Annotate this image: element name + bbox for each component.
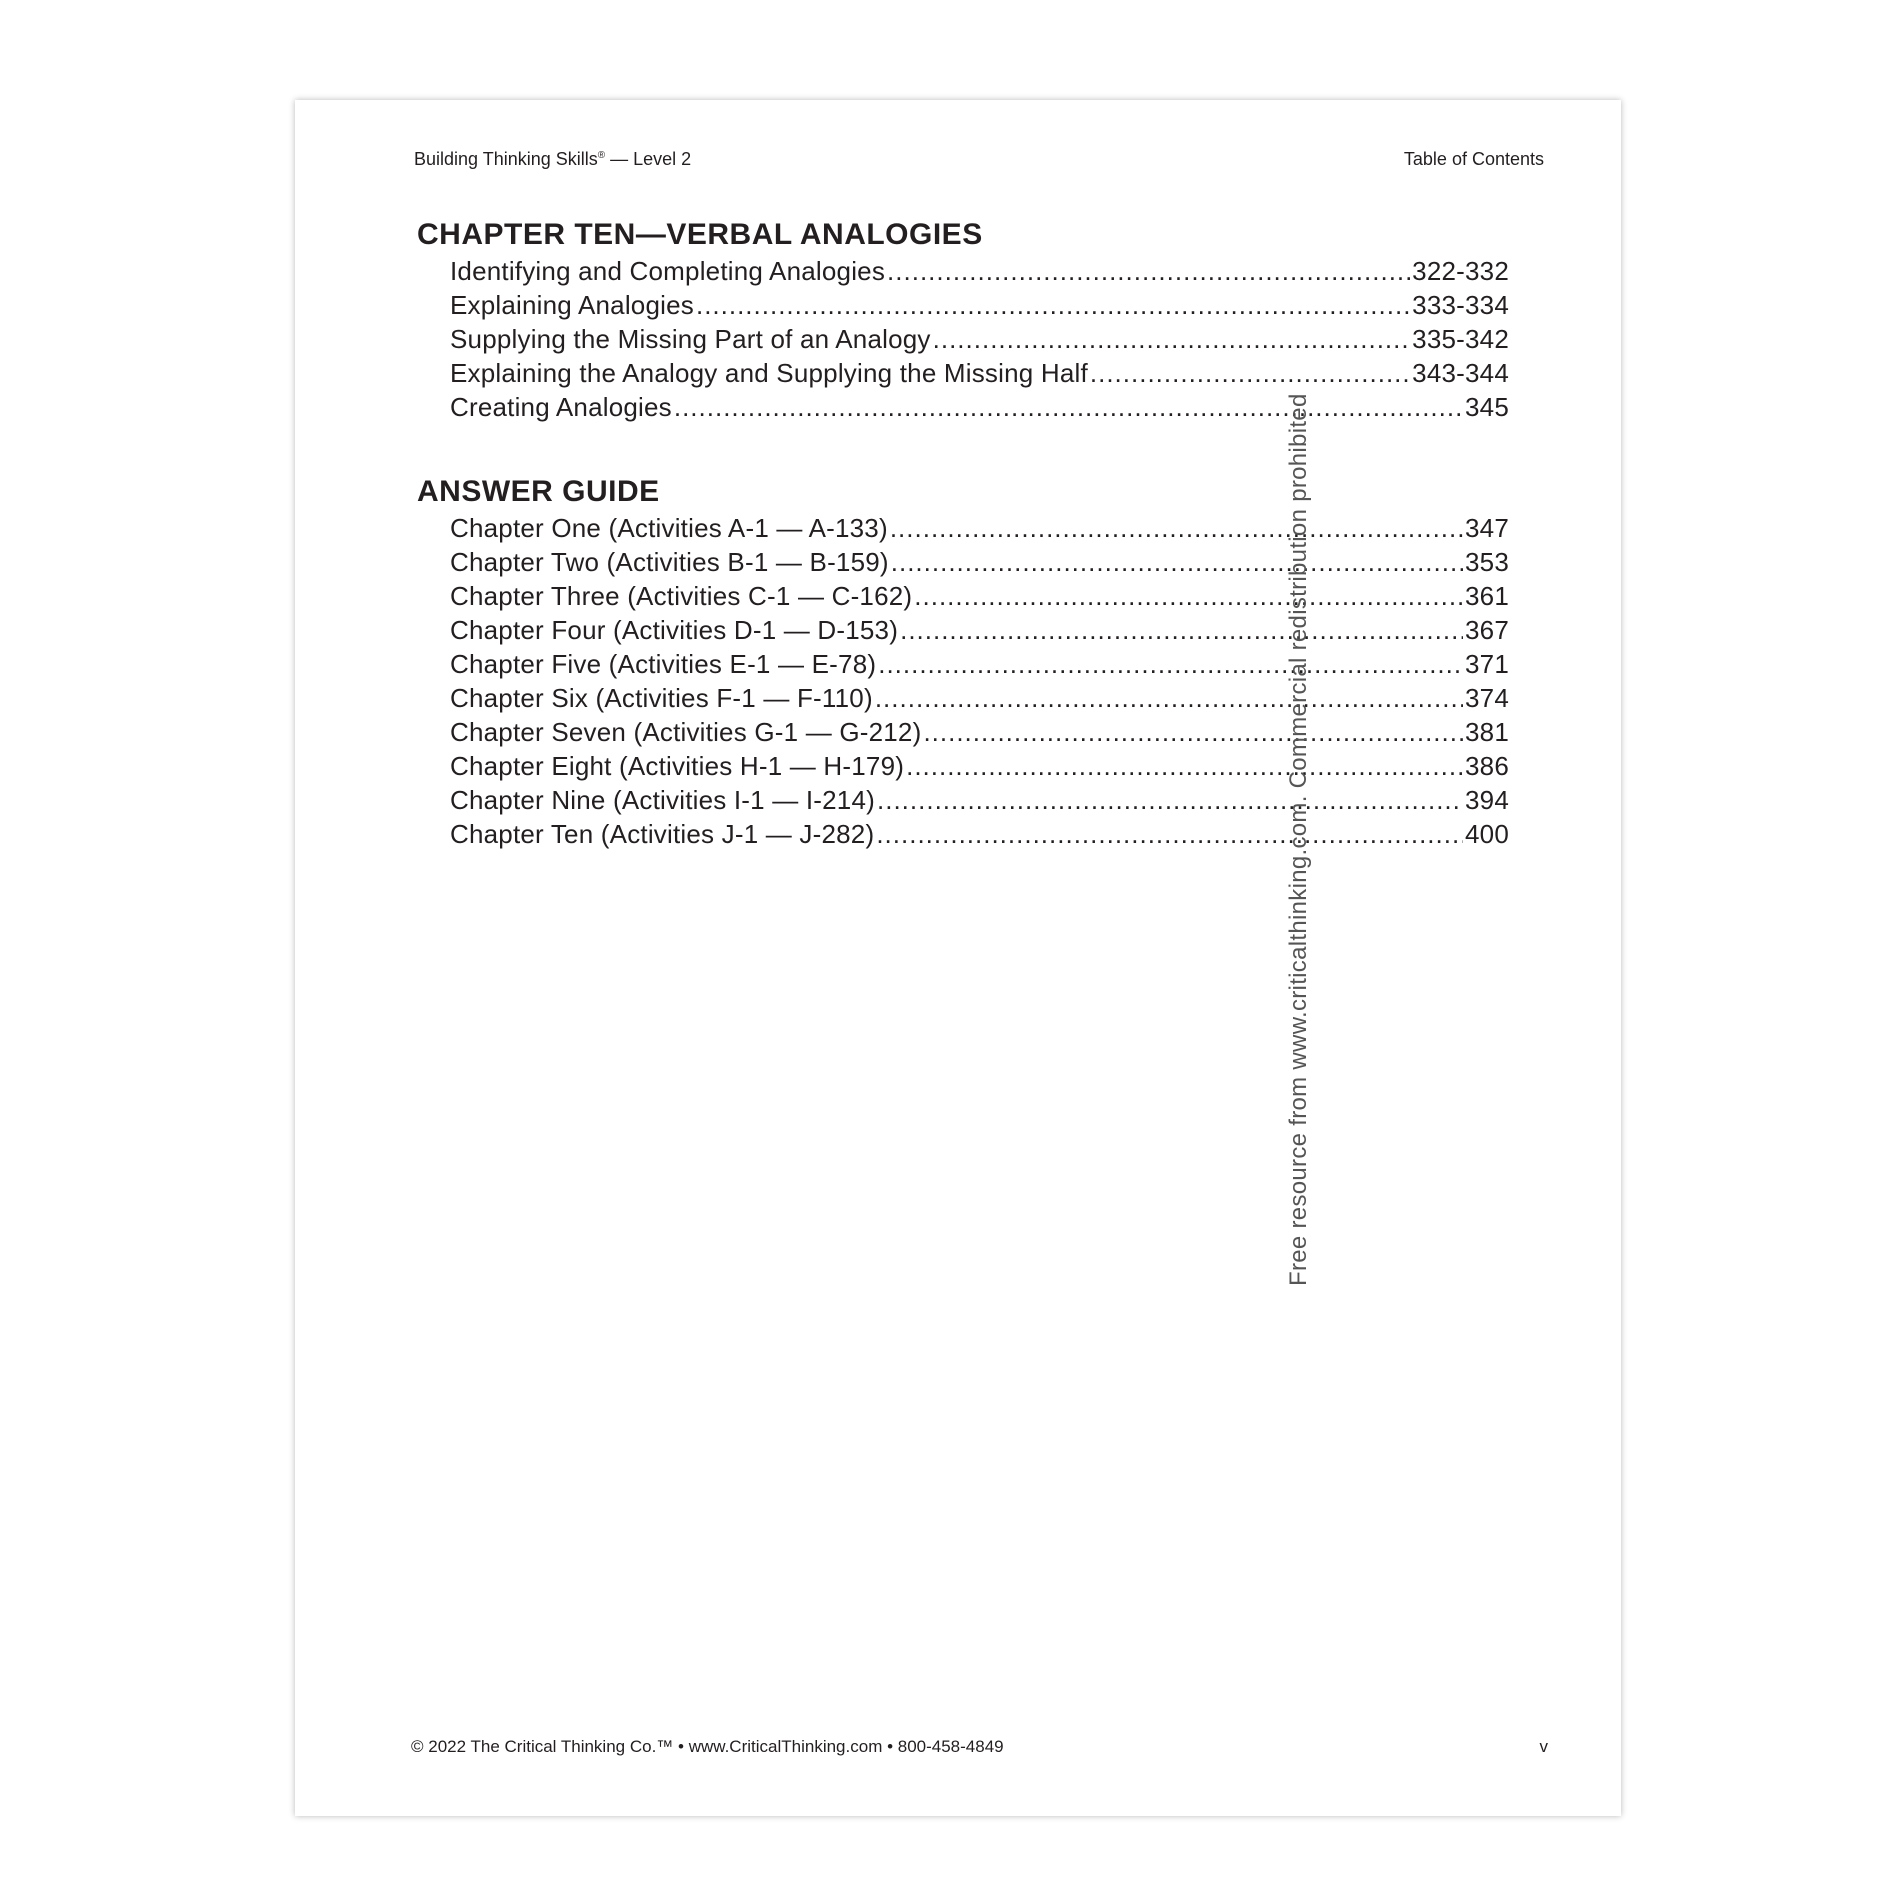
dot-leader: [1090, 356, 1410, 390]
toc-entry: [450, 288, 1509, 322]
toc-entry-page: 374: [1465, 683, 1509, 713]
toc-entry-page: 335-342: [1412, 324, 1509, 354]
toc-entry: [450, 817, 1509, 851]
table-of-contents: [417, 216, 1509, 851]
toc-entry: [450, 749, 1509, 783]
toc-entry: [450, 613, 1509, 647]
header-section-title: Table of Contents: [1403, 149, 1544, 169]
toc-entry-title: Explaining the Analogy and Supplying the Missing Half: [450, 358, 1088, 388]
toc-entry-title: Chapter One (Activities A-1 — A-133): [450, 513, 888, 543]
toc-entry-page: 367: [1465, 615, 1509, 645]
toc-entry-title: Creating Analogies: [450, 392, 672, 422]
toc-entry-title: Chapter Four (Activities D-1 — D-153): [450, 615, 899, 645]
toc-entry: [450, 579, 1509, 613]
toc-entry-title: Chapter Ten (Activities J-1 — J-282): [450, 819, 875, 849]
toc-entry: [450, 511, 1509, 545]
toc-entry: [450, 715, 1509, 749]
toc-entry: [450, 254, 1509, 288]
document-page: [295, 100, 1621, 1816]
toc-entry-title: Chapter Seven (Activities G-1 — G-212): [450, 717, 922, 747]
toc-entry-title: Chapter Nine (Activities I-1 — I-214): [450, 785, 875, 815]
dot-leader: [875, 681, 1463, 715]
dot-leader: [906, 749, 1463, 783]
toc-list-verbal-analogies: [450, 254, 1509, 424]
toc-entry-title: Identifying and Completing Analogies: [450, 256, 886, 286]
toc-entry-title: Chapter Three (Activities C-1 — C-162): [450, 581, 913, 611]
toc-entry-page: 353: [1465, 547, 1509, 577]
section-heading-answer-guide: ANSWER GUIDE: [417, 475, 660, 508]
dot-leader: [891, 545, 1463, 579]
toc-entry-page: 343-344: [1412, 358, 1509, 388]
toc-entry-page: 345: [1465, 392, 1509, 422]
toc-list-answer-guide: [450, 511, 1509, 851]
vertical-notice: Free resource from www.criticalthinking.com. Commercial redistribution prohibited: [1285, 393, 1312, 1286]
dot-leader: [923, 715, 1463, 749]
dot-leader: [933, 322, 1411, 356]
toc-entry-page: 371: [1465, 649, 1509, 679]
book-title: Building Thinking Skills® — Level 2: [414, 149, 692, 169]
toc-entry-title: Chapter Five (Activities E-1 — E-78): [450, 649, 877, 679]
running-header: [414, 149, 1544, 170]
dot-leader: [890, 511, 1463, 545]
toc-entry-page: 361: [1465, 581, 1509, 611]
toc-entry-title: Explaining Analogies: [450, 290, 694, 320]
toc-entry-page: 394: [1465, 785, 1509, 815]
dot-leader: [674, 390, 1463, 424]
toc-entry: [450, 545, 1509, 579]
toc-entry: [450, 647, 1509, 681]
toc-entry-page: 347: [1465, 513, 1509, 543]
dot-leader: [878, 647, 1463, 681]
toc-entry: [450, 356, 1509, 390]
copyright-line: © 2022 The Critical Thinking Co.™ • www.CriticalThinking.com • 800-458-4849: [411, 1737, 1004, 1756]
toc-entry-title: Chapter Eight (Activities H-1 — H-179): [450, 751, 905, 781]
toc-entry-page: 381: [1465, 717, 1509, 747]
toc-entry: [450, 322, 1509, 356]
toc-entry: [450, 390, 1509, 424]
toc-entry-page: 400: [1465, 819, 1509, 849]
toc-entry: [450, 681, 1509, 715]
toc-entry-page: 322-332: [1412, 256, 1509, 286]
dot-leader: [696, 288, 1410, 322]
toc-entry: [450, 783, 1509, 817]
section-heading-verbal-analogies: CHAPTER TEN—VERBAL ANALOGIES: [417, 218, 983, 251]
dot-leader: [876, 817, 1463, 851]
toc-entry-title: Chapter Two (Activities B-1 — B-159): [450, 547, 889, 577]
toc-entry-title: Supplying the Missing Part of an Analogy: [450, 324, 931, 354]
page-footer: [411, 1737, 1548, 1757]
dot-leader: [914, 579, 1463, 613]
toc-entry-title: Chapter Six (Activities F-1 — F-110): [450, 683, 873, 713]
toc-entry-page: 386: [1465, 751, 1509, 781]
dot-leader: [887, 254, 1410, 288]
toc-entry-page: 333-334: [1412, 290, 1509, 320]
dot-leader: [900, 613, 1463, 647]
page-number: v: [1539, 1737, 1548, 1756]
dot-leader: [877, 783, 1463, 817]
